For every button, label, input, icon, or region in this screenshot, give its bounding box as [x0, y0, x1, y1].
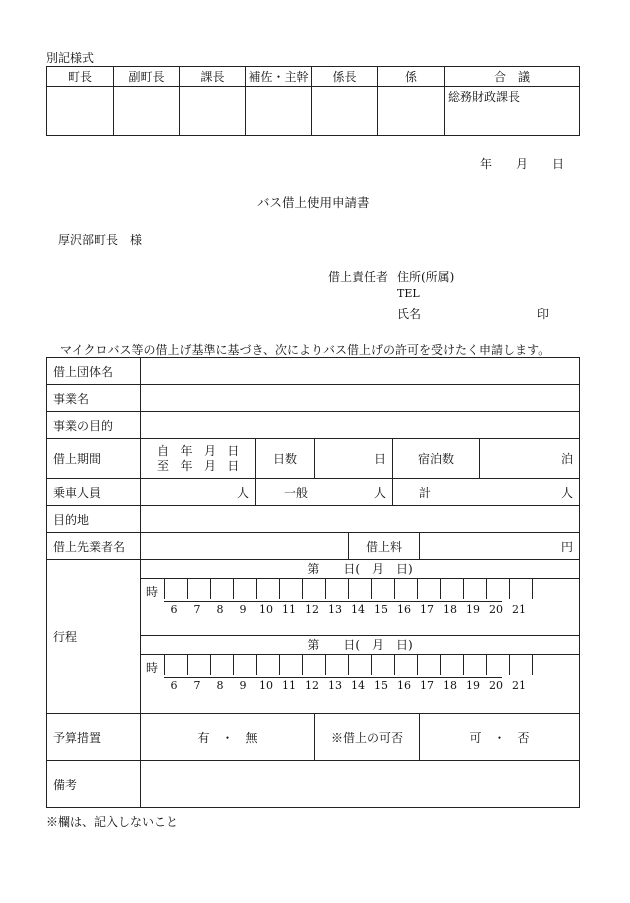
fee-label: 借上料	[349, 533, 420, 560]
intro-text: マイクロバス等の借上げ基準に基づき、次によりバス借上げの許可を受けたく申請します。	[60, 343, 551, 357]
stamp-cell-staff[interactable]	[378, 87, 445, 136]
stamp-header-subsection-chief: 係長	[312, 67, 378, 87]
itinerary-label: 行程	[47, 560, 141, 714]
hour-label-9: 9	[239, 603, 247, 616]
itinerary-field[interactable]	[141, 560, 580, 714]
hour-label-15: 15	[374, 603, 388, 616]
stamp-cell-section-chief[interactable]	[180, 87, 246, 136]
hour-label-10: 10	[259, 679, 273, 692]
timeline-tick	[233, 655, 234, 675]
timeline-tick	[256, 655, 257, 675]
stamp-cell-mayor[interactable]	[47, 87, 114, 136]
timeline-tick	[210, 579, 211, 599]
timeline-tick	[233, 579, 234, 599]
timeline-tick	[371, 655, 372, 675]
remarks-field[interactable]	[141, 761, 580, 808]
hour-label-6: 6	[170, 679, 178, 692]
org-name-label: 借上団体名	[47, 358, 141, 385]
hour-label-19: 19	[466, 603, 480, 616]
addressee: 厚沢部町長 様	[58, 233, 143, 247]
stamp-header-mayor: 町長	[47, 67, 114, 87]
application-form-table	[46, 357, 580, 808]
stamp-header-section-chief: 課長	[180, 67, 246, 87]
timeline-tick	[371, 579, 372, 599]
days-field[interactable]: 日	[315, 439, 393, 479]
budget-choice[interactable]: 有 ・ 無	[141, 714, 315, 761]
passengers-field[interactable]: 人	[141, 479, 256, 506]
stamp-header-assistant: 補佐・主幹	[246, 67, 312, 87]
period-to-row: 至 年 月 日	[157, 458, 240, 473]
approval-label: ※借上の可否	[315, 714, 420, 761]
hour-label-11: 11	[282, 679, 296, 692]
timeline-tick	[486, 655, 487, 675]
hour-label-14: 14	[351, 679, 365, 692]
timeline-tick	[164, 579, 165, 599]
timeline-tick	[210, 655, 211, 675]
hour-label-14: 14	[351, 603, 365, 616]
hour-label-16: 16	[397, 679, 411, 692]
stamp-cell-subsection-chief[interactable]	[312, 87, 378, 136]
org-name-field[interactable]	[141, 358, 580, 385]
timeline-tick	[348, 579, 349, 599]
nights-label: 宿泊数	[393, 439, 480, 479]
day2-timeline[interactable]	[141, 655, 579, 711]
timeline-tick	[463, 655, 464, 675]
timeline-tick	[417, 655, 418, 675]
hour-label-11: 11	[282, 603, 296, 616]
timeline-tick	[279, 655, 280, 675]
timeline-tick	[187, 655, 188, 675]
timeline-tick	[302, 579, 303, 599]
hour-label-21: 21	[512, 679, 526, 692]
timeline-tick	[509, 579, 510, 599]
timeline-tick	[394, 579, 395, 599]
timeline-tick	[532, 579, 533, 599]
day1-title: 第 日( 月 日)	[141, 560, 579, 579]
form-type-label: 別記様式	[46, 51, 95, 65]
business-label: 事業名	[47, 385, 141, 412]
destination-label: 目的地	[47, 506, 141, 533]
business-field[interactable]	[141, 385, 580, 412]
hour-label-7: 7	[193, 603, 201, 616]
applicant-name-label: 氏名	[397, 307, 422, 321]
approval-stamp-box	[46, 66, 580, 136]
timeline-tick	[509, 655, 510, 675]
footnote: ※欄は、記入しないこと	[46, 815, 179, 829]
remarks-label: 備考	[47, 761, 141, 808]
day1-timeline[interactable]	[141, 579, 579, 635]
applicant-tel-label: TEL	[397, 287, 420, 300]
budget-label: 予算措置	[47, 714, 141, 761]
hour-label-21: 21	[512, 603, 526, 616]
timeline-rule	[164, 677, 502, 678]
hour-label-13: 13	[328, 603, 342, 616]
timeline-tick	[302, 655, 303, 675]
timeline-tick	[486, 579, 487, 599]
timeline-tick	[164, 655, 165, 675]
timeline-tick	[532, 655, 533, 675]
passengers-label: 乗車人員	[47, 479, 141, 506]
timeline-tick	[187, 579, 188, 599]
hour-label-17: 17	[420, 679, 434, 692]
stamp-header-consult: 合 議	[445, 67, 580, 87]
hour-label-18: 18	[443, 679, 457, 692]
day2-hour-label: 時	[146, 661, 159, 675]
applicant-address-label: 住所(所属)	[397, 270, 455, 284]
purpose-field[interactable]	[141, 412, 580, 439]
hour-label-15: 15	[374, 679, 388, 692]
timeline-tick	[256, 579, 257, 599]
timeline-tick	[417, 579, 418, 599]
date-line: 年 月 日	[480, 157, 565, 171]
applicant-role-label: 借上責任者	[328, 270, 389, 284]
destination-field[interactable]	[141, 506, 580, 533]
hour-label-13: 13	[328, 679, 342, 692]
stamp-cell-deputy-mayor[interactable]	[114, 87, 180, 136]
purpose-label: 事業の目的	[47, 412, 141, 439]
hour-label-6: 6	[170, 603, 178, 616]
approval-choice[interactable]: 可 ・ 否	[420, 714, 580, 761]
vendor-label: 借上先業者名	[47, 533, 141, 560]
hour-label-7: 7	[193, 679, 201, 692]
hour-label-12: 12	[305, 603, 319, 616]
period-from-row: 自 年 月 日	[157, 443, 240, 458]
total-passengers-field[interactable]: 計 人	[393, 479, 580, 506]
hour-label-8: 8	[216, 603, 224, 616]
timeline-tick	[440, 655, 441, 675]
fee-field[interactable]: 円	[420, 533, 580, 560]
hour-label-17: 17	[420, 603, 434, 616]
day2-title: 第 日( 月 日)	[141, 635, 579, 655]
days-label: 日数	[256, 439, 315, 479]
timeline-tick	[325, 579, 326, 599]
timeline-tick	[394, 655, 395, 675]
document-title: バス借上使用申請書	[257, 195, 370, 210]
timeline-tick	[440, 579, 441, 599]
stamp-cell-consult[interactable]	[445, 87, 580, 136]
timeline-tick	[348, 655, 349, 675]
hour-label-18: 18	[443, 603, 457, 616]
general-label: 一般	[284, 485, 309, 500]
general-passengers-field[interactable]: 一般 人	[256, 479, 393, 506]
hour-label-16: 16	[397, 603, 411, 616]
hour-label-12: 12	[305, 679, 319, 692]
timeline-tick	[325, 655, 326, 675]
timeline-tick	[463, 579, 464, 599]
hour-label-19: 19	[466, 679, 480, 692]
day1-hour-label: 時	[146, 585, 159, 599]
timeline-tick	[279, 579, 280, 599]
hour-label-20: 20	[489, 679, 503, 692]
total-label: 計	[419, 485, 432, 500]
hour-label-10: 10	[259, 603, 273, 616]
consult-note: 総務財政課長	[448, 90, 521, 104]
period-label: 借上期間	[47, 439, 141, 479]
vendor-field[interactable]	[141, 533, 349, 560]
seal-mark: 印	[537, 307, 550, 321]
stamp-header-staff: 係	[378, 67, 445, 87]
hour-label-20: 20	[489, 603, 503, 616]
hour-label-8: 8	[216, 679, 224, 692]
stamp-header-deputy-mayor: 副町長	[114, 67, 180, 87]
timeline-rule	[164, 601, 502, 602]
hour-label-9: 9	[239, 679, 247, 692]
nights-field[interactable]: 泊	[480, 439, 580, 479]
stamp-cell-assistant[interactable]	[246, 87, 312, 136]
period-dates-field[interactable]	[141, 439, 256, 479]
